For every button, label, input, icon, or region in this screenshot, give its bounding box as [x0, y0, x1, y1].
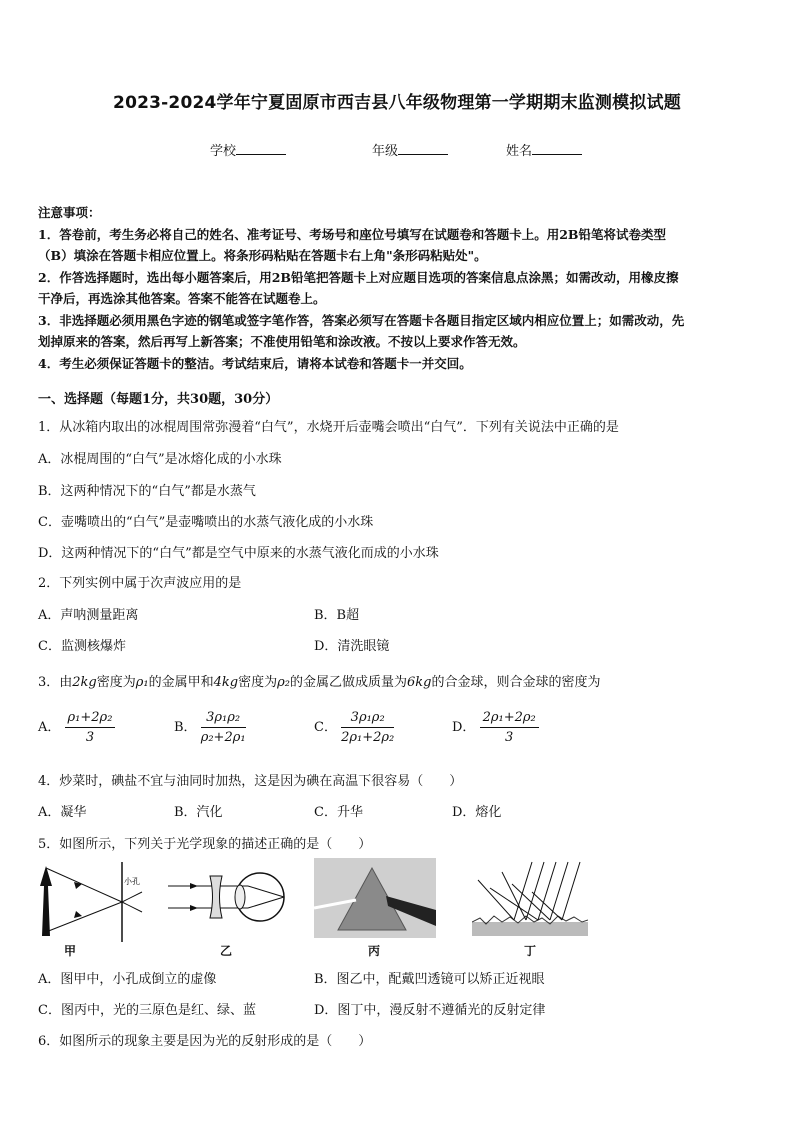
question-3-option-d: D． $\frac{\text{2ρ₁+2ρ₂}}{3}$: [452, 710, 539, 745]
figure-label-jia: 甲: [64, 944, 77, 958]
notes-line: 划掉原来的答案，然后再写上新答案；不准使用铅笔和涂改液。不按以上要求作答无效。: [38, 334, 526, 349]
question-3-option-c: C． $\frac{\text{3ρ₁ρ₂}}{\text{2ρ₁+2ρ₂}}$: [314, 710, 395, 745]
notes-line: 3．非选择题必须用黑色字迹的钢笔或签字笔作答，答案必须写在答题卡各题目指定区域内相应位置上；如需改动，先: [38, 312, 685, 328]
question-1-option-c: C．壶嘴喷出的“白气”是壶嘴喷出的水蒸气液化成的小水珠: [38, 515, 374, 530]
fraction: $\frac{\text{2ρ₁+2ρ₂}}{3}$: [480, 710, 539, 745]
question-5-option-c: C．图丙中，光的三原色是红、绿、蓝: [38, 1003, 256, 1018]
light-ray: [46, 868, 122, 902]
question-5-option-a: A．图甲中，小孔成倒立的虚像: [38, 972, 217, 987]
density-1: ρ₁: [135, 675, 149, 690]
question-4-option-d: D．熔化: [452, 805, 502, 820]
school-field: 学校: [210, 140, 286, 159]
rough-surface: [472, 922, 588, 936]
question-1-option-b: B．这两种情况下的“白气”都是水蒸气: [38, 484, 256, 499]
notes-line: 4．考生必须保证答题卡的整洁。考试结束后，请将本试卷和答题卡一并交回。: [38, 355, 472, 371]
question-3-option-a: A． $\frac{\text{ρ₁+2ρ₂}}{3}$: [38, 710, 115, 745]
question-5-stem: 5．如图所示，下列关于光学现象的描述正确的是（ ）: [38, 837, 372, 852]
pinhole-figure: [38, 858, 148, 944]
school-blank: [236, 142, 286, 155]
question-6-stem: 6．如图所示的现象主要是因为光的反射形成的是（ ）: [38, 1034, 372, 1049]
question-1-option-d: D．这两种情况下的“白气”都是空气中原来的水蒸气液化而成的小水珠: [38, 546, 439, 561]
fraction: $\frac{\text{ρ₁+2ρ₂}}{3}$: [65, 710, 116, 745]
question-2-option-d: D．清洗眼镜: [314, 639, 390, 654]
density-2: ρ₂: [277, 675, 291, 690]
question-4-option-a: A．凝华: [38, 805, 87, 820]
notes-line: （B）填涂在答题卡相应位置上。将条形码粘贴在答题卡右上角"条形码粘贴处"。: [38, 248, 487, 263]
diffuse-reflection-figure: [472, 858, 588, 944]
question-4-option-b: B．汽化: [174, 805, 223, 820]
grade-blank: [398, 142, 448, 155]
notes-line: 1．答卷前，考生务必将自己的姓名、准考证号、考场号和座位号填写在试题卷和答题卡上。用2B铅笔将试卷类型: [38, 226, 666, 242]
notes-line: 2．作答选择题时，选出每小题答案后，用2B铅笔把答题卡上对应题目选项的答案信息点涂黑；如需改动，用橡皮擦: [38, 269, 679, 285]
question-2-option-a: A．声呐测量距离: [38, 608, 139, 623]
question-4-option-c: C．升华: [314, 805, 363, 820]
eye-lens-figure: [168, 858, 288, 944]
question-1-stem: 1．从冰箱内取出的冰棍周围常弥漫着“白气”，水烧开后壶嘴会喷出“白气”．下列有关说法中正确的是: [38, 420, 619, 435]
notes-line: 干净后，再选涂其他答案。答案不能答在试题卷上。: [38, 291, 326, 306]
grade-field: 年级: [372, 140, 448, 159]
mass-2: 4kg: [213, 675, 239, 690]
question-5-figures: [38, 858, 598, 958]
question-2-option-c: C．监测核爆炸: [38, 639, 126, 654]
concave-lens: [210, 876, 222, 918]
notes-heading: 注意事项：: [38, 205, 101, 220]
question-3-option-b: B． $\frac{\text{3ρ₁ρ₂}}{\text{ρ₂+2ρ₁}}$: [174, 710, 246, 745]
figure-label-bing: 丙: [368, 944, 381, 958]
question-2-option-b: B．B超: [314, 608, 360, 623]
figure-label-ding: 丁: [524, 944, 537, 958]
question-2-stem: 2．下列实例中属于次声波应用的是: [38, 576, 242, 591]
fraction: $\frac{\text{3ρ₁ρ₂}}{\text{ρ₂+2ρ₁}}$: [200, 710, 246, 745]
small-hole-label: 小孔: [124, 877, 140, 886]
incident-rays: [514, 862, 580, 920]
question-3-stem: 3．由2kg密度为ρ₁的金属甲和4kg密度为ρ₂的金属乙做成质量为6kg的合金球，则合金球的密度为: [38, 675, 601, 690]
name-field: 姓名: [506, 140, 582, 159]
question-5-option-b: B．图乙中，配戴凹透镜可以矫正近视眼: [314, 972, 545, 987]
fraction: $\frac{\text{3ρ₁ρ₂}}{\text{2ρ₁+2ρ₂}}$: [341, 710, 395, 745]
name-blank: [532, 142, 582, 155]
light-ray: [46, 902, 122, 932]
mass-1: 2kg: [72, 675, 97, 690]
section-heading: 一、选择题（每题1分，共30题，30分）: [38, 392, 279, 407]
prism-figure: [314, 858, 436, 938]
figure-label-yi: 乙: [220, 944, 233, 958]
notes-block: [38, 202, 758, 374]
arrow-object: [40, 866, 52, 936]
exam-title: 2023-2024学年宁夏固原市西吉县八年级物理第一学期期末监测模拟试题: [113, 93, 681, 113]
question-4-stem: 4．炒菜时，碘盐不宜与油同时加热，这是因为碘在高温下很容易（ ）: [38, 774, 463, 789]
question-1-option-a: A．冰棍周围的“白气”是冰熔化成的小水珠: [38, 452, 282, 467]
question-5-option-d: D．图丁中，漫反射不遵循光的反射定律: [314, 1003, 546, 1018]
mass-3: 6kg: [407, 675, 432, 690]
reflected-rays: [478, 872, 562, 920]
